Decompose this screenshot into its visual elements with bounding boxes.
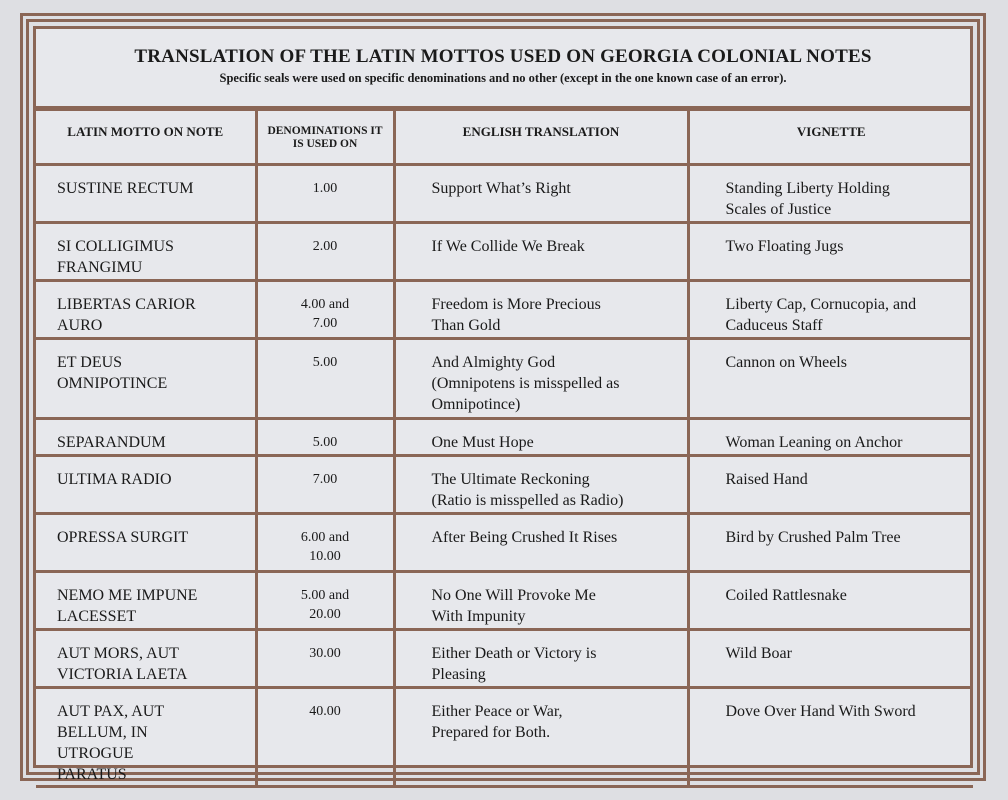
- table-row: [36, 339, 973, 419]
- denomination-cell: 5.00: [256, 339, 394, 419]
- english-translation-cell: One Must Hope: [394, 419, 688, 456]
- motto-cell: AUT MORS, AUT VICTORIA LAETA: [36, 630, 256, 688]
- vignette-cell: Liberty Cap, Cornucopia, and Caduceus Staff: [688, 281, 973, 339]
- table-header-row: [36, 110, 973, 165]
- english-translation-cell: Either Death or Victory is Pleasing: [394, 630, 688, 688]
- vignette-cell: Woman Leaning on Anchor: [688, 419, 973, 456]
- table-row: [36, 419, 973, 456]
- table-row: [36, 223, 973, 281]
- table-row: [36, 630, 973, 688]
- table-row: [36, 572, 973, 630]
- english-translation-cell: The Ultimate Reckoning (Ratio is misspelled as Radio): [394, 456, 688, 514]
- denomination-cell: 5.00 and 20.00: [256, 572, 394, 630]
- motto-cell: ULTIMA RADIO: [36, 456, 256, 514]
- document-subtitle: Specific seals were used on specific denominations and no other (except in the one known case of an error).: [219, 71, 787, 85]
- vignette-cell: Raised Hand: [688, 456, 973, 514]
- denomination-cell: 4.00 and 7.00: [256, 281, 394, 339]
- vignette-cell: Dove Over Hand With Sword: [688, 688, 973, 787]
- english-translation-cell: After Being Crushed It Rises: [394, 514, 688, 572]
- denomination-cell: 6.00 and 10.00: [256, 514, 394, 572]
- motto-document: [33, 26, 973, 783]
- vignette-cell: Bird by Crushed Palm Tree: [688, 514, 973, 572]
- denomination-cell: 2.00: [256, 223, 394, 281]
- english-translation-cell: No One Will Provoke Me With Impunity: [394, 572, 688, 630]
- table-row: [36, 165, 973, 223]
- motto-cell: SI COLLIGIMUS FRANGIMU: [36, 223, 256, 281]
- column-header-vignette: VIGNETTE: [688, 110, 973, 165]
- english-translation-cell: And Almighty God (Omnipotens is misspelled as Omnipotince): [394, 339, 688, 419]
- motto-cell: SUSTINE RECTUM: [36, 165, 256, 223]
- vignette-cell: Two Floating Jugs: [688, 223, 973, 281]
- motto-cell: ET DEUS OMNIPOTINCE: [36, 339, 256, 419]
- motto-cell: LIBERTAS CARIOR AURO: [36, 281, 256, 339]
- document-header: [36, 29, 970, 109]
- english-translation-cell: If We Collide We Break: [394, 223, 688, 281]
- column-header-english: ENGLISH TRANSLATION: [394, 110, 688, 165]
- table-row: [36, 688, 973, 787]
- english-translation-cell: Either Peace or War, Prepared for Both.: [394, 688, 688, 787]
- motto-cell: SEPARANDUM: [36, 419, 256, 456]
- column-header-denominations: DENOMINATIONS IT IS USED ON: [256, 110, 394, 165]
- denomination-cell: 30.00: [256, 630, 394, 688]
- motto-cell: NEMO ME IMPUNE LACESSET: [36, 572, 256, 630]
- denomination-cell: 40.00: [256, 688, 394, 787]
- english-translation-cell: Support What’s Right: [394, 165, 688, 223]
- vignette-cell: Wild Boar: [688, 630, 973, 688]
- column-header-motto: LATIN MOTTO ON NOTE: [36, 110, 256, 165]
- denomination-cell: 7.00: [256, 456, 394, 514]
- table-row: [36, 281, 973, 339]
- english-translation-cell: Freedom is More Precious Than Gold: [394, 281, 688, 339]
- motto-cell: OPRESSA SURGIT: [36, 514, 256, 572]
- motto-cell: AUT PAX, AUT BELLUM, IN UTROGUE PARATUS: [36, 688, 256, 787]
- motto-table: [36, 108, 973, 788]
- vignette-cell: Cannon on Wheels: [688, 339, 973, 419]
- vignette-cell: Standing Liberty Holding Scales of Justice: [688, 165, 973, 223]
- table-row: [36, 514, 973, 572]
- vignette-cell: Coiled Rattlesnake: [688, 572, 973, 630]
- table-row: [36, 456, 973, 514]
- denomination-cell: 1.00: [256, 165, 394, 223]
- document-title: TRANSLATION OF THE LATIN MOTTOS USED ON GEORGIA COLONIAL NOTES: [134, 46, 872, 67]
- denomination-cell: 5.00: [256, 419, 394, 456]
